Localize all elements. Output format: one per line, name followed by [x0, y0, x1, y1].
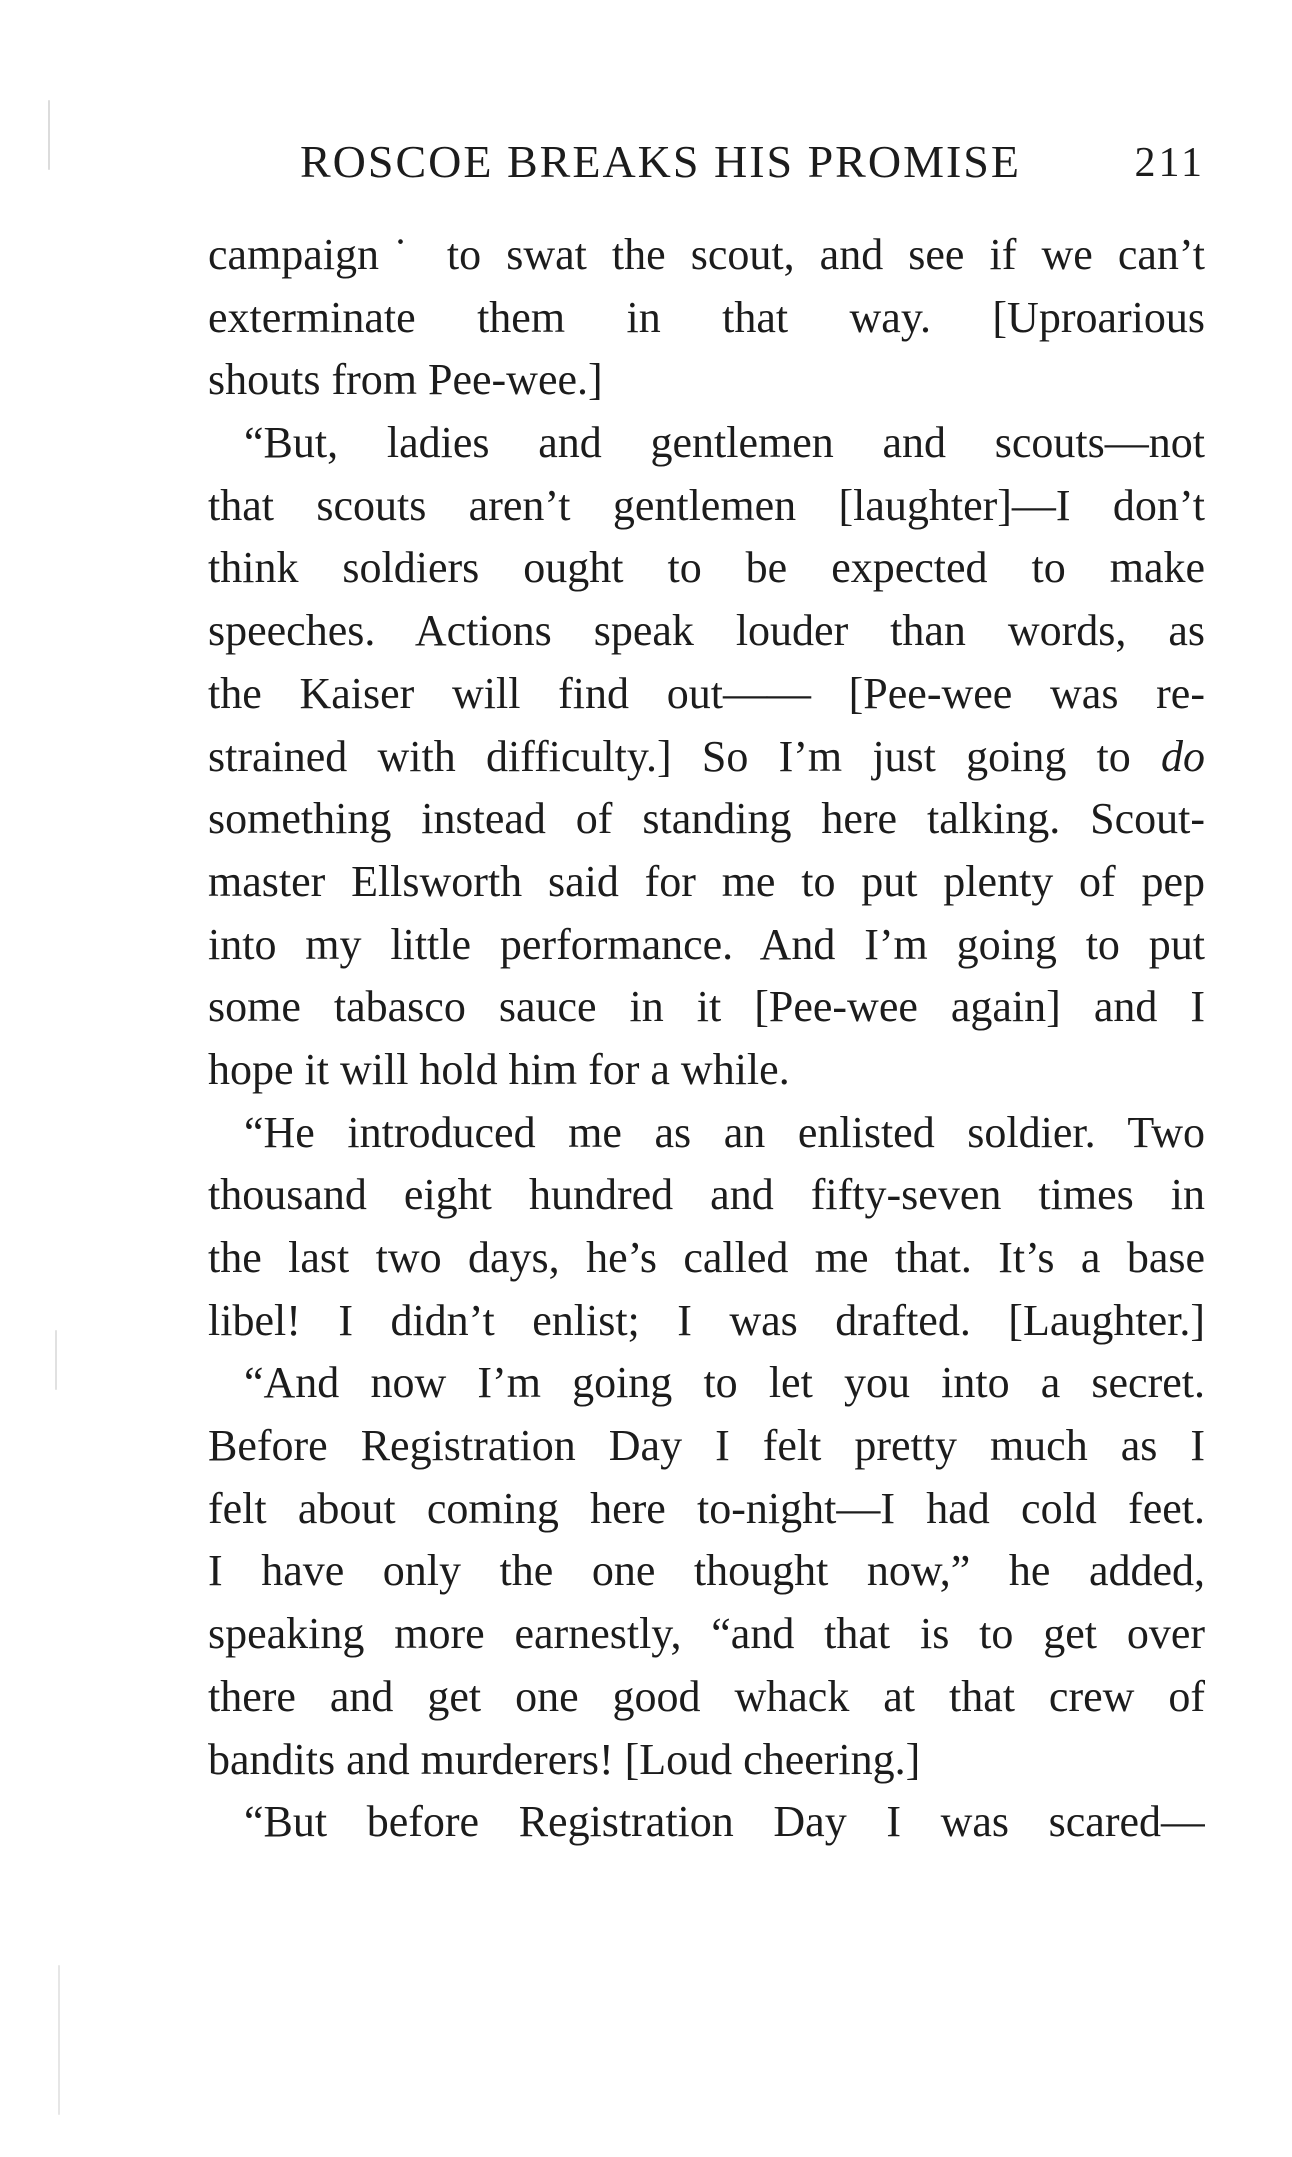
text-line: into my little performance. And I’m going to put	[208, 919, 1205, 969]
text-line: master Ellsworth said for me to put plenty of pep	[208, 856, 1205, 906]
text-line: “He introduced me as an enlisted soldier. Two	[244, 1107, 1205, 1157]
text-line: the Kaiser will find out—— [Pee-wee was re-	[208, 668, 1205, 718]
text-line: think soldiers ought to be expected to make	[208, 543, 1205, 593]
body-text	[208, 224, 1205, 1854]
text-line: “But before Registration Day I was scared—	[244, 1797, 1205, 1847]
text-line: speeches. Actions speak louder than words, as	[208, 606, 1205, 656]
text-line: campaign˙ to swat the scout, and see if we can’t	[208, 230, 1205, 279]
text-line: something instead of standing here talking. Scout-	[208, 794, 1205, 844]
page-header	[300, 135, 1205, 195]
scan-speck	[58, 1965, 60, 2115]
text-line: the last two days, he’s called me that. It’s a base	[208, 1233, 1205, 1282]
text-line: hope it will hold him for a while.	[208, 1044, 790, 1094]
text-line: bandits and murderers! [Loud cheering.]	[208, 1734, 921, 1784]
scan-speck	[48, 100, 50, 170]
text-line: Before Registration Day I felt pretty much as I	[208, 1421, 1205, 1471]
text-line: libel! I didn’t enlist; I was drafted. [Laughter.]	[208, 1295, 1205, 1345]
text-line: speaking more earnestly, “and that is to get over	[208, 1609, 1205, 1659]
text-line: that scouts aren’t gentlemen [laughter]—I don’t	[208, 480, 1205, 530]
text-line: I have only the one thought now,” he added,	[208, 1546, 1205, 1596]
text-line: some tabasco sauce in it [Pee-wee again] and I	[208, 982, 1205, 1032]
text-line: there and get one good whack at that crew of	[208, 1671, 1205, 1721]
text-line: exterminate them in that way. [Uproarious	[208, 292, 1205, 342]
scan-speck	[55, 1330, 57, 1390]
text-line: strained with difficulty.] So I’m just going to do	[208, 731, 1205, 781]
text-line: “And now I’m going to let you into a secret.	[244, 1358, 1205, 1408]
running-title: ROSCOE BREAKS HIS PROMISE	[300, 136, 1021, 187]
page-number: 211	[1134, 140, 1205, 186]
emphasis: do	[1161, 731, 1205, 781]
text-line: “But, ladies and gentlemen and scouts—not	[244, 418, 1205, 468]
text-line: felt about coming here to-night—I had cold feet.	[208, 1483, 1205, 1533]
text-line: shouts from Pee-wee.]	[208, 355, 603, 405]
text-line: thousand eight hundred and fifty-seven times in	[208, 1170, 1205, 1220]
